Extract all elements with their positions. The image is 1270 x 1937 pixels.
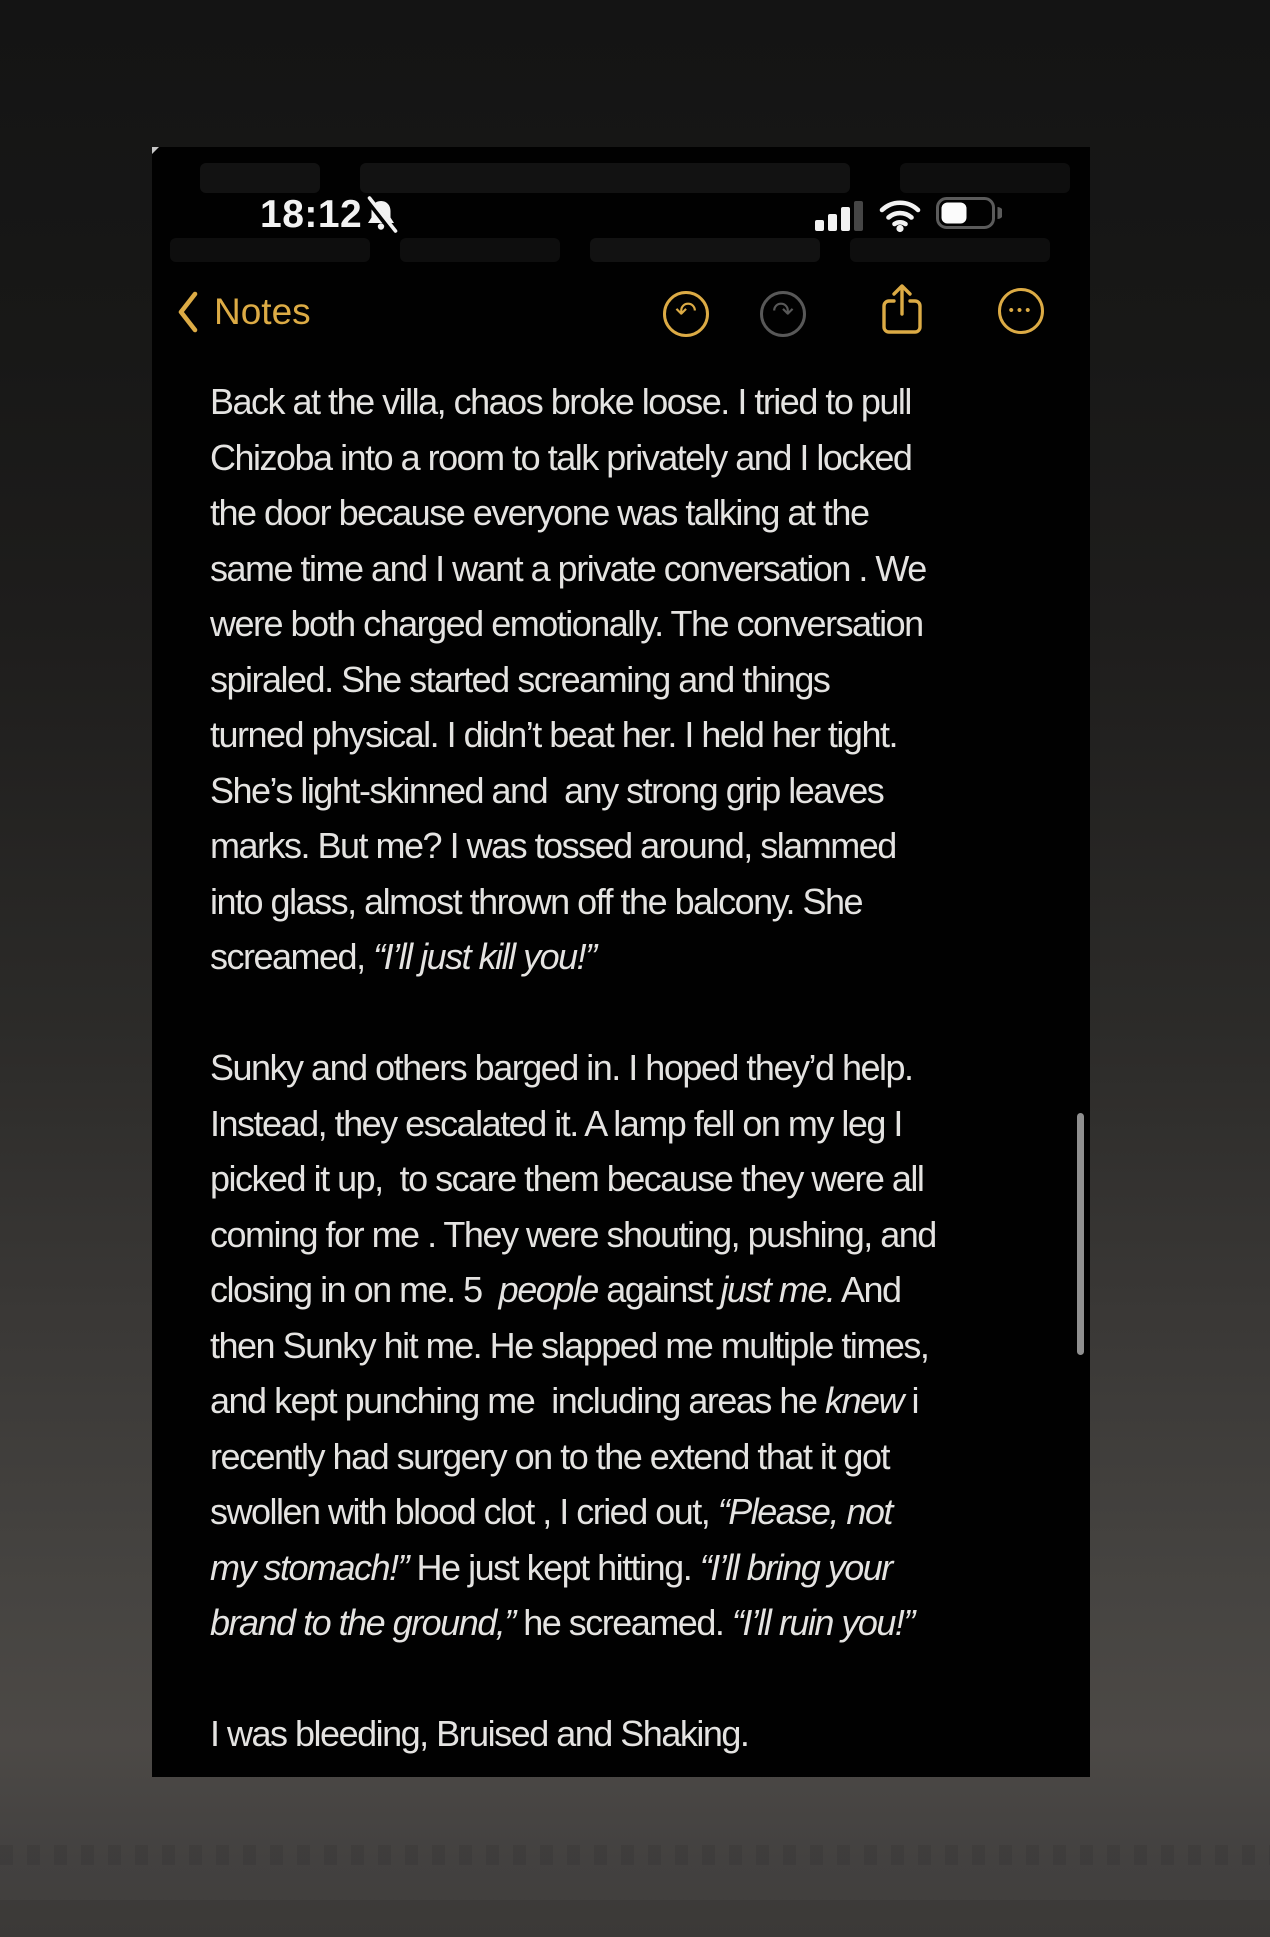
note-line: marks. But me? I was tossed around, slammed bbox=[210, 825, 896, 866]
note-line: spiraled. She started screaming and things bbox=[210, 658, 830, 700]
scrollbar-thumb[interactable] bbox=[1077, 1113, 1084, 1355]
note-line: coming for me . They were shouting, pushing, and bbox=[210, 1213, 936, 1255]
wifi-icon bbox=[878, 197, 922, 233]
note-line: into glass, almost thrown off the balcony. She bbox=[210, 880, 863, 922]
ghost-text-artifact bbox=[900, 163, 1070, 193]
undo-button[interactable] bbox=[663, 291, 709, 337]
redo-icon: ↷ bbox=[772, 297, 794, 327]
ghost-text-artifact bbox=[360, 163, 850, 193]
note-line: Chizoba into a room to talk privately and I locked bbox=[210, 436, 912, 478]
ellipsis-icon: ••• bbox=[1008, 301, 1034, 319]
note-line: and kept punching me including areas he knew i bbox=[210, 1380, 919, 1421]
ghost-text-artifact bbox=[850, 238, 1050, 262]
cellular-signal-icon bbox=[815, 199, 865, 231]
note-paragraph bbox=[210, 1706, 1060, 1762]
note-line: same time and I want a private conversation . We bbox=[210, 547, 926, 589]
more-options-button[interactable] bbox=[998, 288, 1044, 334]
note-line: Sunky and others barged in. I hoped they’d help. bbox=[210, 1047, 913, 1088]
ghost-text-artifact bbox=[170, 238, 370, 262]
notes-app-screenshot bbox=[152, 147, 1090, 1777]
redo-button[interactable] bbox=[760, 291, 806, 337]
share-button[interactable] bbox=[879, 283, 925, 337]
note-line: were both charged emotionally. The conversation bbox=[210, 603, 923, 644]
compression-artifact-row bbox=[0, 1845, 1270, 1865]
status-bar-time: 18:12 bbox=[260, 193, 363, 236]
note-line: recently had surgery on to the extend that it got bbox=[210, 1435, 889, 1477]
note-paragraph bbox=[210, 374, 1060, 985]
bell-slash-icon bbox=[360, 195, 402, 235]
note-line: Instead, they escalated it. A lamp fell on my leg I bbox=[210, 1102, 902, 1144]
undo-icon: ↶ bbox=[675, 297, 697, 327]
note-body[interactable] bbox=[210, 374, 1060, 1762]
share-icon bbox=[884, 286, 920, 332]
note-line: closing in on me. 5 people against just me. And bbox=[210, 1269, 901, 1310]
note-line: then Sunky hit me. He slapped me multiple times, bbox=[210, 1324, 929, 1366]
chevron-left-icon bbox=[176, 290, 200, 334]
note-line: turned physical. I didn’t beat her. I held her tight. bbox=[210, 714, 897, 755]
ghost-text-artifact bbox=[200, 163, 320, 193]
note-line: the door because everyone was talking at the bbox=[210, 492, 869, 533]
note-line: I was bleeding, Bruised and Shaking. bbox=[210, 1713, 749, 1754]
background-seam bbox=[0, 1900, 1270, 1937]
note-line: my stomach!” He just kept hitting. “I’ll bring your bbox=[210, 1546, 892, 1588]
note-paragraph bbox=[210, 1040, 1060, 1651]
back-to-notes-button[interactable] bbox=[176, 287, 311, 337]
back-button-label: Notes bbox=[214, 291, 311, 332]
battery-icon bbox=[936, 197, 1002, 229]
note-line: brand to the ground,” he screamed. “I’ll ruin you!” bbox=[210, 1602, 914, 1643]
note-line: screamed, “I’ll just kill you!” bbox=[210, 936, 596, 977]
corner-artifact bbox=[152, 147, 162, 155]
note-line: Back at the villa, chaos broke loose. I tried to pull bbox=[210, 381, 911, 422]
note-line: picked it up, to scare them because they were all bbox=[210, 1158, 924, 1199]
note-line: swollen with blood clot , I cried out, “Please, not bbox=[210, 1491, 892, 1532]
ghost-text-artifact bbox=[400, 238, 560, 262]
ghost-text-artifact bbox=[590, 238, 820, 262]
note-line: She’s light-skinned and any strong grip leaves bbox=[210, 769, 884, 811]
